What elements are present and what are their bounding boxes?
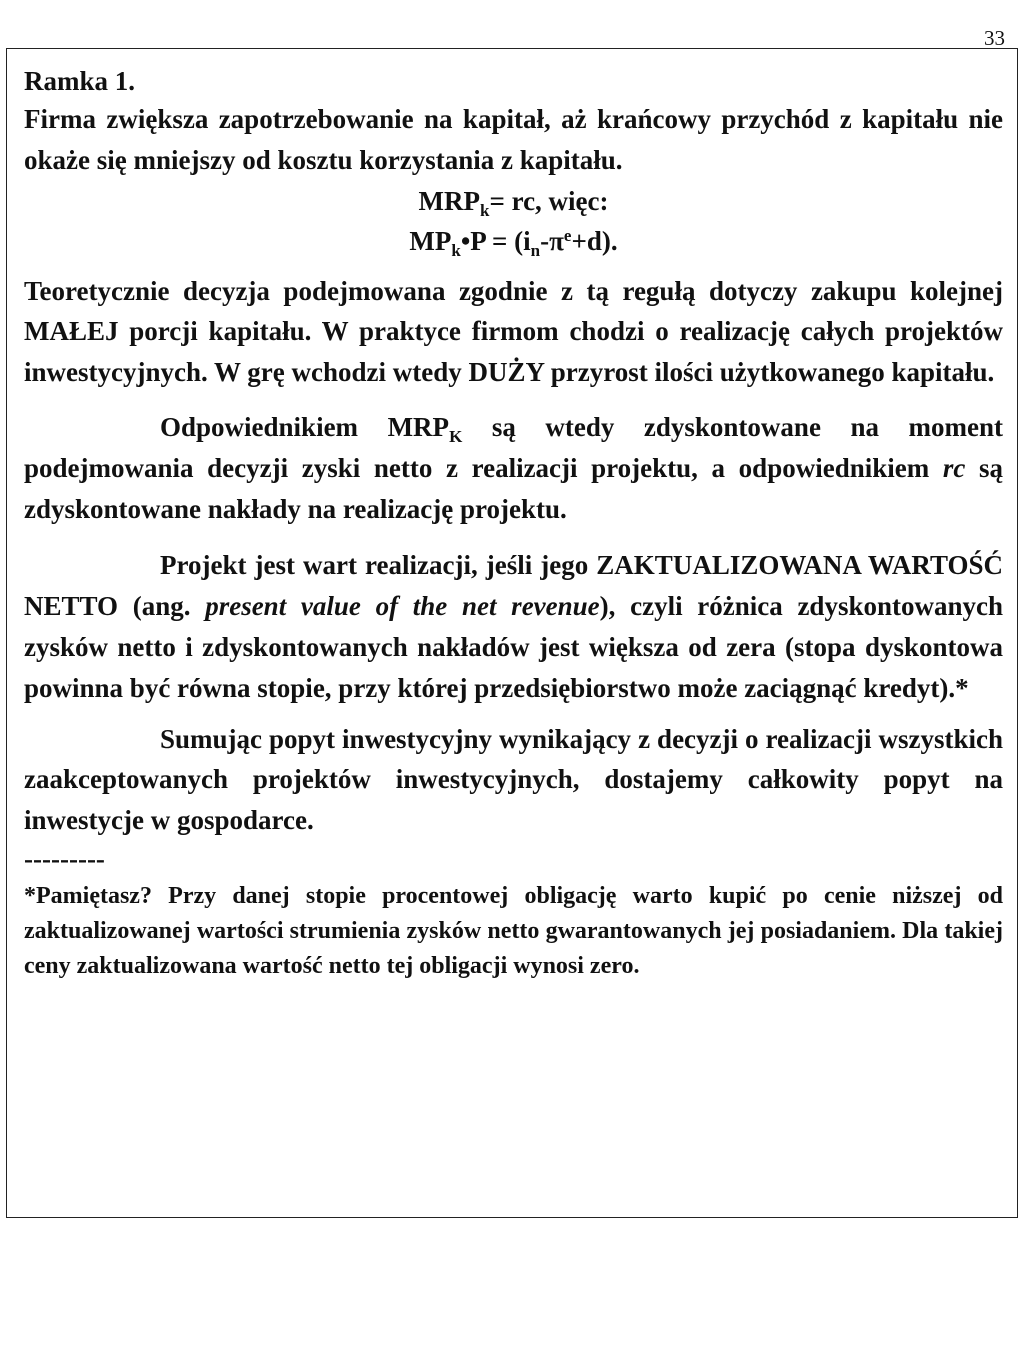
footnote-separator: ---------	[24, 843, 105, 874]
para3-part-a: Projekt jest wart realizacji, jeśli jego ZAKTUALIZOWANA WARTOŚĆ NETTO (ang.	[24, 550, 1003, 622]
para2-subscript: K	[449, 426, 463, 446]
eq2-part-b: •P = (i	[460, 225, 531, 256]
page-number: 33	[984, 26, 1005, 50]
para3-part-b: ), czyli różnica zdyskontowanych zysków netto i zdyskontowanych nakładów jest większa od zera (stopa dyskontowa powinna być równa stopie, przy której przedsiębiorstwo może zaciągnąć kredyt).*	[24, 591, 1003, 703]
text-box-frame	[6, 48, 1018, 1218]
equation-mp	[24, 221, 1003, 261]
eq1-part-a: MRP	[418, 185, 480, 216]
para2-part-a: Odpowiednikiem MRP	[160, 411, 450, 442]
para2-part-b: są wtedy zdyskontowane na moment podejmowania decyzji zyski netto z realizacji projektu, a odpowiednikiem	[24, 411, 1003, 483]
eq1-subscript: k	[479, 200, 490, 220]
box-title: Ramka 1.	[24, 66, 136, 96]
para2-part-c: są zdyskontowane nakłady na realizację projektu.	[24, 452, 1003, 524]
eq2-subscript-k: k	[451, 240, 461, 260]
paragraph-npv	[24, 545, 1003, 708]
eq1-part-b: = rc, więc:	[489, 185, 609, 216]
intro-paragraph: Firma zwiększa zapotrzebowanie na kapitał, aż krańcowy przychód z kapitału nie okaże się mniejszy od kosztu korzystania z kapitału.	[24, 104, 1003, 175]
equation-mrp	[24, 181, 1003, 221]
para2-italic-rc: rc	[942, 452, 966, 483]
eq2-superscript-e: e	[563, 225, 572, 245]
eq2-part-a: MP	[409, 225, 452, 256]
eq2-subscript-n: n	[530, 240, 541, 260]
eq2-part-c: -π	[540, 225, 564, 256]
eq2-part-d: +d).	[571, 225, 618, 256]
paragraph-total-demand: Sumując popyt inwestycyjny wynikający z decyzji o realizacji wszystkich zaakceptowanych projektów inwestycyjnych, dostajemy całkowity popyt na inwestycje w gospodarce.	[24, 723, 1003, 836]
footnote: *Pamiętasz? Przy danej stopie procentowej obligację warto kupić po cenie niższej od zaktualizowanej wartości strumienia zysków netto gwarantowanych jej posiadaniem. Dla takiej ceny zaktualizowana wartość netto tej obligacji wynosi zero.	[24, 882, 1003, 979]
paragraph-equivalents	[24, 407, 1003, 529]
para3-italic-term: present value of the net revenue	[205, 591, 600, 622]
paragraph-theory: Teoretycznie decyzja podejmowana zgodnie z tą regułą dotyczy zakupu kolejnej MAŁEJ porcji kapitału. W praktyce firmom chodzi o realizację całych projektów inwestycyjnych. W grę wchodzi wtedy DUŻY przyrost ilości użytkowanego kapitału.	[24, 275, 1003, 388]
